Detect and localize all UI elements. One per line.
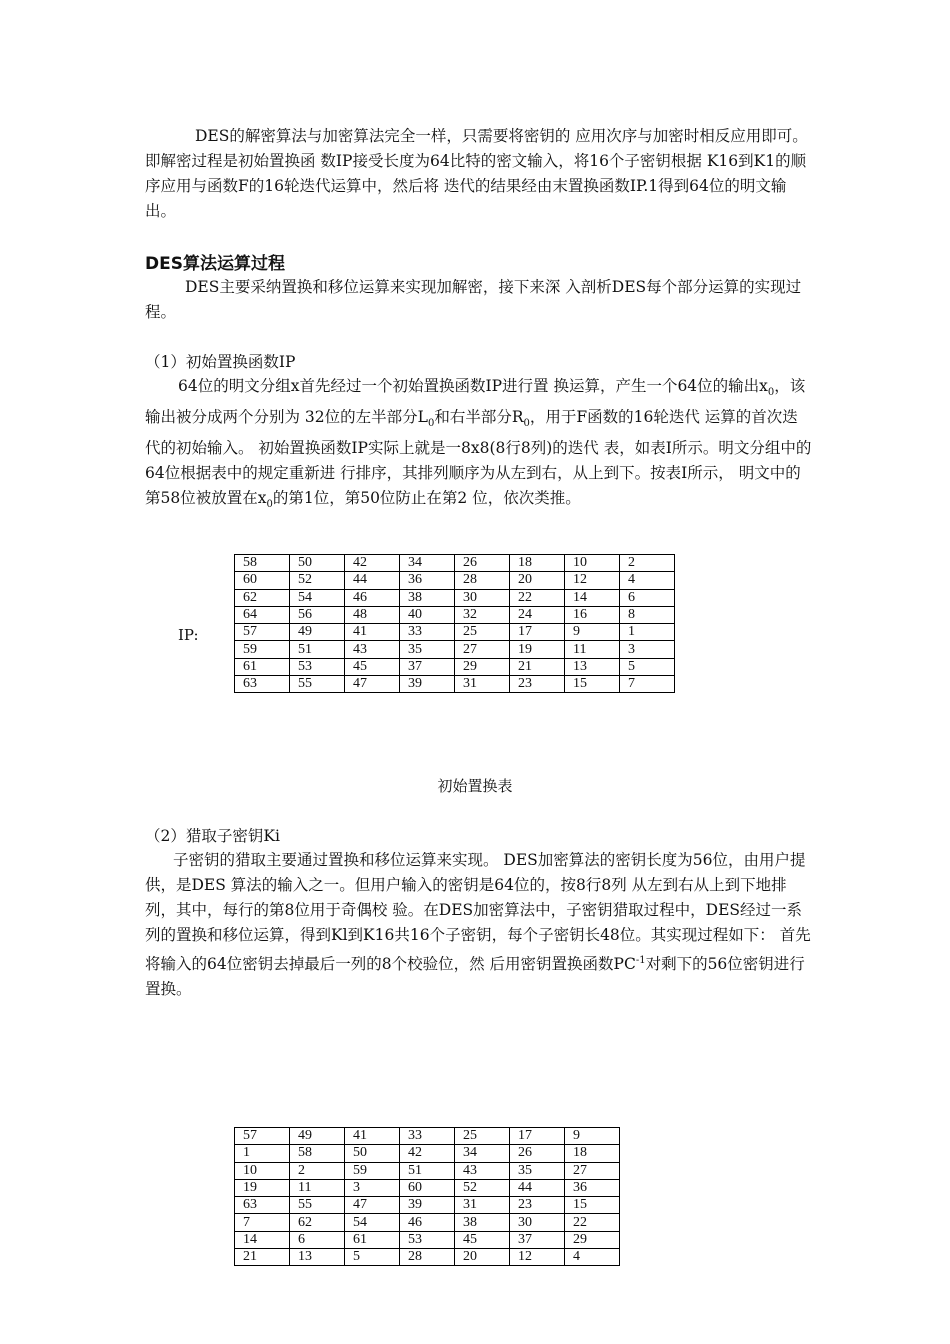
table-cell: 12: [565, 572, 620, 589]
table-cell: 57: [235, 624, 290, 641]
table-cell: 46: [345, 589, 400, 606]
table-cell: 17: [510, 624, 565, 641]
table-cell: 60: [235, 572, 290, 589]
table-cell: 29: [565, 1231, 620, 1248]
table-cell: 7: [620, 676, 675, 693]
table-cell: 5: [345, 1249, 400, 1266]
subscript-0: 0: [427, 418, 435, 430]
table-cell: 3: [620, 641, 675, 658]
part1-text-c: 和右半部分R: [434, 408, 524, 427]
table-cell: 54: [290, 589, 345, 606]
table-cell: 44: [345, 572, 400, 589]
subscript-0: 0: [767, 387, 775, 399]
table-cell: 30: [455, 589, 510, 606]
table-cell: 61: [345, 1231, 400, 1248]
table-row: [235, 1214, 620, 1231]
table-cell: 60: [400, 1179, 455, 1196]
table-cell: 51: [290, 641, 345, 658]
table-cell: 30: [510, 1214, 565, 1231]
pc1-permutation-table: [234, 1127, 620, 1266]
part1-text-d: ，用于F函数的16轮迭代 运算的首次迭代的初始输入。 初始置换函数IP实际上就是一8x8(8行8列)的迭代 表，如表I所示。明文分组中的64位根据表中的规定重新进 行排序，其排列顺序为从左到右，从上到下。按表I所示， 明文中的第58位被放置在x: [145, 408, 812, 508]
table-row: [235, 606, 675, 623]
table-cell: 19: [235, 1179, 290, 1196]
table-row: [235, 1197, 620, 1214]
table-cell: 20: [455, 1249, 510, 1266]
ip-permutation-table: [234, 554, 675, 693]
table-cell: 18: [565, 1145, 620, 1162]
table-cell: 32: [455, 606, 510, 623]
table-cell: 34: [400, 555, 455, 572]
table-cell: 25: [455, 624, 510, 641]
table-cell: 23: [510, 676, 565, 693]
table-cell: 45: [455, 1231, 510, 1248]
table-cell: 39: [400, 1197, 455, 1214]
table-cell: 15: [565, 676, 620, 693]
table-cell: 26: [510, 1145, 565, 1162]
table-cell: 62: [290, 1214, 345, 1231]
table-cell: 22: [565, 1214, 620, 1231]
table-cell: 34: [455, 1145, 510, 1162]
table-cell: 59: [235, 641, 290, 658]
table-row: [235, 1231, 620, 1248]
subscript-0: 0: [523, 418, 530, 430]
table-row: [235, 624, 675, 641]
part1-text-e: 的第1位，第50位防止在第2 位，依次类推。: [272, 489, 581, 508]
table-cell: 14: [235, 1231, 290, 1248]
table-cell: 11: [565, 641, 620, 658]
table-cell: 46: [400, 1214, 455, 1231]
table-cell: 33: [400, 1128, 455, 1145]
table-cell: 41: [345, 1128, 400, 1145]
table-cell: 13: [565, 658, 620, 675]
table-cell: 58: [290, 1145, 345, 1162]
table-cell: 23: [510, 1197, 565, 1214]
table-cell: 31: [455, 1197, 510, 1214]
table-row: [235, 589, 675, 606]
table-cell: 43: [455, 1162, 510, 1179]
table-cell: 8: [620, 606, 675, 623]
table-cell: 6: [620, 589, 675, 606]
table-cell: 13: [290, 1249, 345, 1266]
subscript-0: 0: [266, 499, 273, 511]
table-cell: 49: [290, 624, 345, 641]
table-cell: 17: [510, 1128, 565, 1145]
table-row: [235, 1249, 620, 1266]
table-cell: 53: [290, 658, 345, 675]
table-cell: 25: [455, 1128, 510, 1145]
part2-paragraph: [145, 848, 813, 1002]
table-cell: 63: [235, 676, 290, 693]
superscript-minus-1: -1: [635, 955, 646, 966]
table-cell: 59: [345, 1162, 400, 1179]
table-cell: 21: [235, 1249, 290, 1266]
table-row: [235, 1128, 620, 1145]
table-cell: 41: [345, 624, 400, 641]
table-cell: 61: [235, 658, 290, 675]
table-cell: 14: [565, 589, 620, 606]
table-cell: 44: [510, 1179, 565, 1196]
part2-text-a: 子密钥的猎取主要通过置换和移位运算来实现。 DES加密算法的密钥长度为56位，由用户提供，是DES 算法的输入之一。但用户输入的密钥是64位的，按8行8列 从左到右从上到下地排列，其中，每行的第8位用于奇偶校 验。在DES加密算法中，子密钥猎取过程中，DES经过一系 列的置换和移位运算，得到Kl到K16共16个子密钥，每个子密钥长48位。其实现过程如下： 首先将输入的64位密钥去掉最后一列的8个校验位，然 后用密钥置换函数PC: [145, 851, 811, 974]
table-cell: 26: [455, 555, 510, 572]
table-cell: 18: [510, 555, 565, 572]
table-cell: 50: [290, 555, 345, 572]
table-cell: 37: [510, 1231, 565, 1248]
part1-text-b: ，该输出被分成两个分别为 32位的左半部分L: [145, 377, 806, 427]
table-cell: 10: [565, 555, 620, 572]
table-cell: 20: [510, 572, 565, 589]
table-cell: 22: [510, 589, 565, 606]
table-cell: 2: [620, 555, 675, 572]
table-cell: 42: [345, 555, 400, 572]
table-cell: 54: [345, 1214, 400, 1231]
table-cell: 48: [345, 606, 400, 623]
table-cell: 57: [235, 1128, 290, 1145]
table-row: [235, 1179, 620, 1196]
part1-paragraph: [145, 374, 813, 517]
table-cell: 7: [235, 1214, 290, 1231]
table-cell: 35: [400, 641, 455, 658]
table-cell: 29: [455, 658, 510, 675]
table-cell: 1: [235, 1145, 290, 1162]
table-cell: 38: [455, 1214, 510, 1231]
table-cell: 9: [565, 1128, 620, 1145]
table-cell: 64: [235, 606, 290, 623]
table-row: [235, 1145, 620, 1162]
table-cell: 47: [345, 676, 400, 693]
table-row: [235, 641, 675, 658]
table-cell: 56: [290, 606, 345, 623]
table-cell: 21: [510, 658, 565, 675]
table-cell: 43: [345, 641, 400, 658]
table-cell: 27: [455, 641, 510, 658]
table-cell: 52: [455, 1179, 510, 1196]
table-cell: 2: [290, 1162, 345, 1179]
part1-text-a: 64位的明文分组x首先经过一个初始置换函数IP进行置 换运算，产生一个64位的输出x: [178, 377, 768, 395]
table-cell: 42: [400, 1145, 455, 1162]
table-cell: 10: [235, 1162, 290, 1179]
table-cell: 33: [400, 624, 455, 641]
table-cell: 63: [235, 1197, 290, 1214]
table-cell: 53: [400, 1231, 455, 1248]
table-cell: 37: [400, 658, 455, 675]
table-cell: 51: [400, 1162, 455, 1179]
table-cell: 36: [565, 1179, 620, 1196]
table-cell: 39: [400, 676, 455, 693]
table-row: [235, 658, 675, 675]
table-cell: 52: [290, 572, 345, 589]
table-cell: 11: [290, 1179, 345, 1196]
table-cell: 6: [290, 1231, 345, 1248]
table-cell: 4: [620, 572, 675, 589]
table-cell: 4: [565, 1249, 620, 1266]
table-cell: 38: [400, 589, 455, 606]
table-cell: 40: [400, 606, 455, 623]
table-cell: 55: [290, 1197, 345, 1214]
table-row: [235, 572, 675, 589]
table-cell: 19: [510, 641, 565, 658]
table-cell: 16: [565, 606, 620, 623]
intro-paragraph: DES的解密算法与加密算法完全一样，只需要将密钥的 应用次序与加密时相反应用即可。即解密过程是初始置换函 数IP接受长度为64比特的密文输入，将16个子密钥根据 K16到K1的顺序应用与函数F的16轮迭代运算中，然后将 迭代的结果经由末置换函数IP.1得到64位的明文输出。: [145, 127, 808, 220]
table-row: [235, 1162, 620, 1179]
table-cell: 36: [400, 572, 455, 589]
table-cell: 15: [565, 1197, 620, 1214]
ip-table-label: IP:: [178, 626, 199, 644]
section-paragraph: DES主要采纳置换和移位运算来实现加解密，接下来深 入剖析DES每个部分运算的实现过程。: [145, 278, 802, 321]
table-cell: 45: [345, 658, 400, 675]
table-cell: 12: [510, 1249, 565, 1266]
table-cell: 1: [620, 624, 675, 641]
table-cell: 5: [620, 658, 675, 675]
part2-text-b: 对剩下的56位密钥进行置换。: [145, 955, 805, 999]
ip-table-caption: 初始置换表: [437, 777, 513, 795]
table-row: [235, 555, 675, 572]
table-row: [235, 676, 675, 693]
table-cell: 58: [235, 555, 290, 572]
part1-heading: （1）初始置换函数IP: [145, 353, 296, 371]
section-heading: DES算法运算过程: [145, 254, 285, 274]
table-cell: 28: [400, 1249, 455, 1266]
table-cell: 35: [510, 1162, 565, 1179]
table-cell: 9: [565, 624, 620, 641]
table-cell: 55: [290, 676, 345, 693]
table-cell: 24: [510, 606, 565, 623]
table-cell: 31: [455, 676, 510, 693]
table-cell: 50: [345, 1145, 400, 1162]
table-cell: 27: [565, 1162, 620, 1179]
table-cell: 47: [345, 1197, 400, 1214]
table-cell: 62: [235, 589, 290, 606]
table-cell: 3: [345, 1179, 400, 1196]
table-cell: 28: [455, 572, 510, 589]
part2-heading: （2）猎取子密钥Ki: [145, 827, 280, 845]
table-cell: 49: [290, 1128, 345, 1145]
